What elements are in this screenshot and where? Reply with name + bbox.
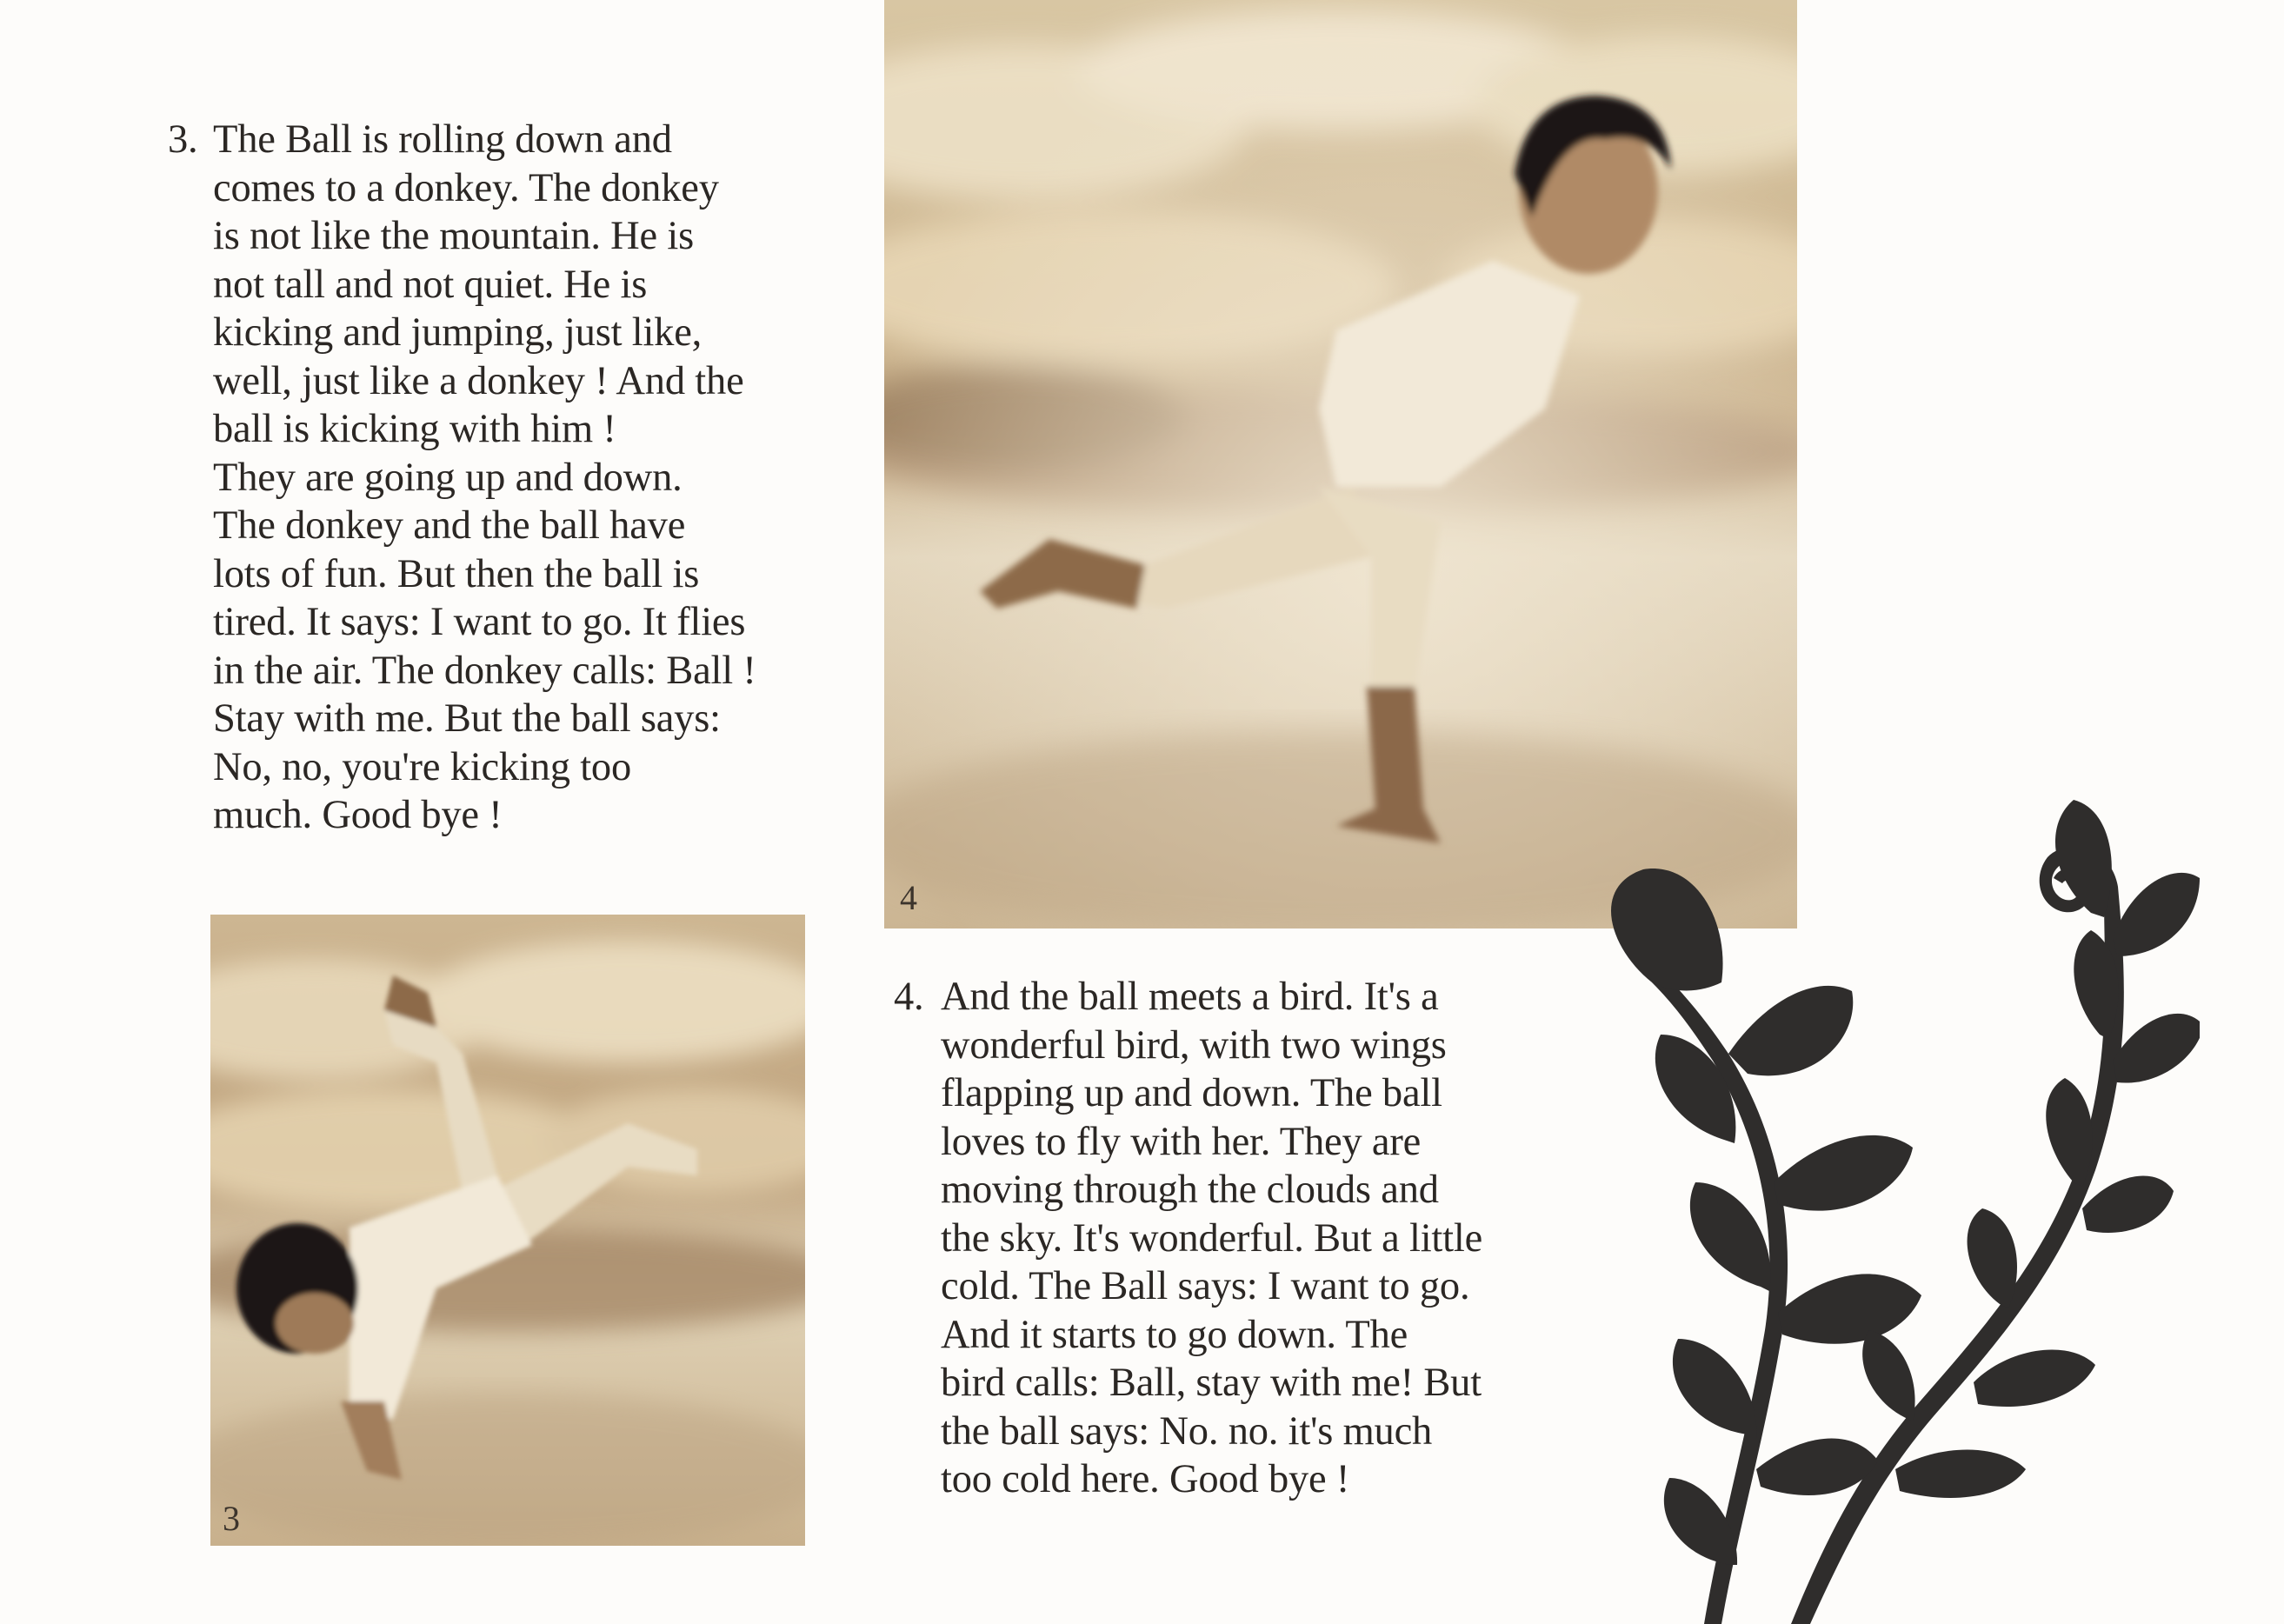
story-4-line-5: moving through the clouds and [941,1168,1439,1212]
photo-kicking-pose [210,915,805,1546]
story-3-line-13: Stay with me. But the ball says: [213,696,721,741]
story-4-text [894,973,1483,1504]
story-3-line-5: kicking and jumping, just like, [213,310,703,355]
story-3-text [168,116,756,840]
story-3-line-3: is not like the mountain. He is [213,214,695,258]
story-4-line-3: flapping up and down. The ball [941,1071,1442,1115]
story-3-number: 3. [168,117,198,162]
story-4-line-6: the sky. It's wonderful. But a little [941,1215,1483,1261]
story-4-line-4: loves to fly with her. They are [941,1119,1422,1164]
story-3-line-8: They are going up and down. [213,455,683,500]
story-3-line-2: comes to a donkey. The donkey [213,165,719,210]
story-3-line-14: No, no, you're kicking too [213,744,632,789]
photo-4-caption: 4 [900,878,917,917]
photo-kicking-pose-image [210,915,805,1546]
story-3-line-11: tired. It says: I want to go. It flies [213,600,746,644]
story-3-line-12: in the air. The donkey calls: Ball ! [213,648,756,693]
story-4-line-9: bird calls: Ball, stay with me! But [941,1361,1482,1405]
story-3-line-4: not tall and not quiet. He is [213,262,648,307]
story-4-line-8: And it starts to go down. The [941,1312,1408,1357]
story-4-line-7: cold. The Ball says: I want to go. [941,1264,1470,1308]
story-4-number: 4. [894,975,924,1019]
story-3-line-7: ball is kicking with him ! [213,407,616,451]
story-3-line-9: The donkey and the ball have [213,503,686,548]
story-4-line-1: And the ball meets a bird. It's a [941,975,1439,1019]
story-4-line-11: too cold here. Good bye ! [941,1457,1350,1501]
decorative-vine-icon [1591,774,2200,1624]
story-3-line-15: much. Good bye ! [213,793,503,837]
story-3-line-10: lots of fun. But then the ball is [213,551,700,596]
story-3-line-6: well, just like a donkey ! And the [213,358,744,403]
story-3-line-1: The Ball is rolling down and [213,117,672,162]
photo-3-caption: 3 [223,1499,240,1538]
story-4-line-2: wonderful bird, with two wings [941,1022,1447,1068]
story-4-line-10: the ball says: No. no. it's much [941,1408,1433,1454]
